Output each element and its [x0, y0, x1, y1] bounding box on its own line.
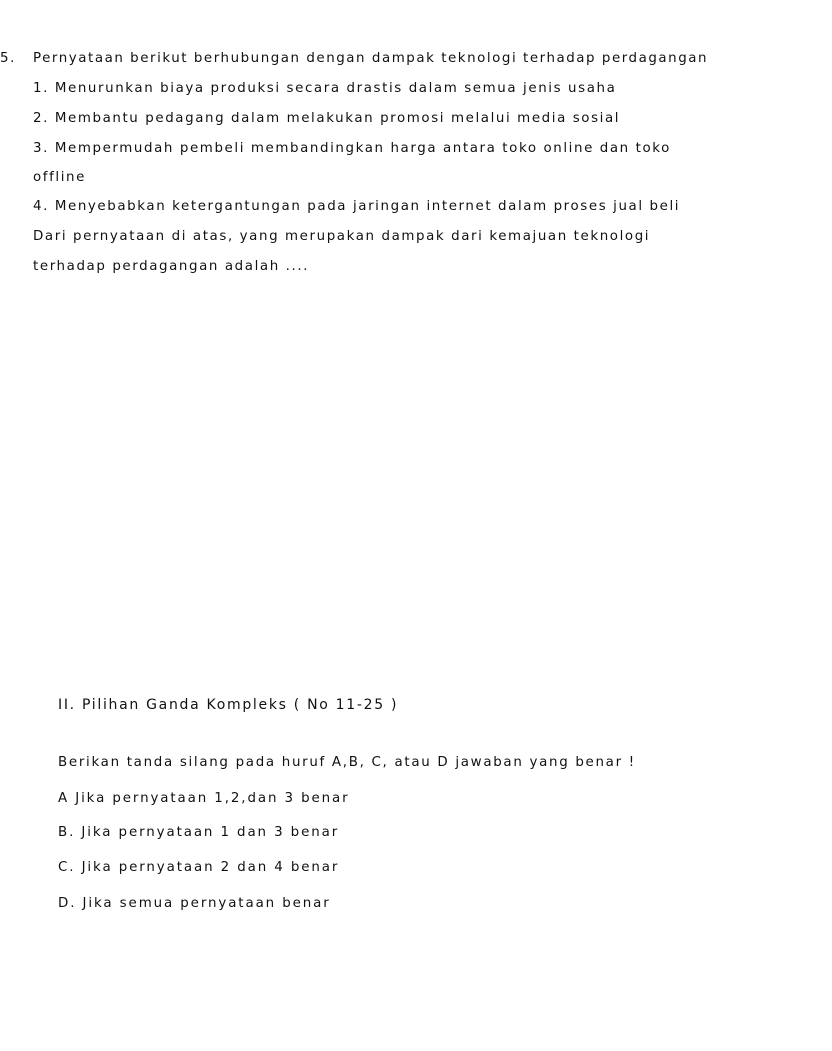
- question-prompt-line-2: terhadap perdagangan adalah ....: [33, 259, 310, 274]
- question-prompt-line-1: Dari pernyataan di atas, yang merupakan dampak dari kemajuan teknologi: [33, 229, 651, 244]
- section-title: II. Pilihan Ganda Kompleks ( No 11-25 ): [58, 697, 399, 713]
- statement-2: 2. Membantu pedagang dalam melakukan promosi melalui media sosial: [33, 111, 621, 126]
- statement-3: 3. Mempermudah pembeli membandingkan harga antara toko online dan toko: [33, 141, 671, 156]
- question-number: 5.: [0, 51, 16, 66]
- answer-key-d: D. Jika semua pernyataan benar: [58, 896, 331, 911]
- section-instruction: Berikan tanda silang pada huruf A,B, C, atau D jawaban yang benar !: [58, 755, 636, 770]
- question-stem: Pernyataan berikut berhubungan dengan dampak teknologi terhadap perdagangan: [33, 51, 709, 66]
- answer-key-b: B. Jika pernyataan 1 dan 3 benar: [58, 825, 340, 840]
- statement-4: 4. Menyebabkan ketergantungan pada jaringan internet dalam proses jual beli: [33, 199, 681, 214]
- answer-key-a: A Jika pernyataan 1,2,dan 3 benar: [58, 791, 350, 806]
- statement-1: 1. Menurunkan biaya produksi secara drastis dalam semua jenis usaha: [33, 81, 617, 96]
- answer-key-c: C. Jika pernyataan 2 dan 4 benar: [58, 860, 340, 875]
- statement-3-continuation: offline: [33, 170, 86, 185]
